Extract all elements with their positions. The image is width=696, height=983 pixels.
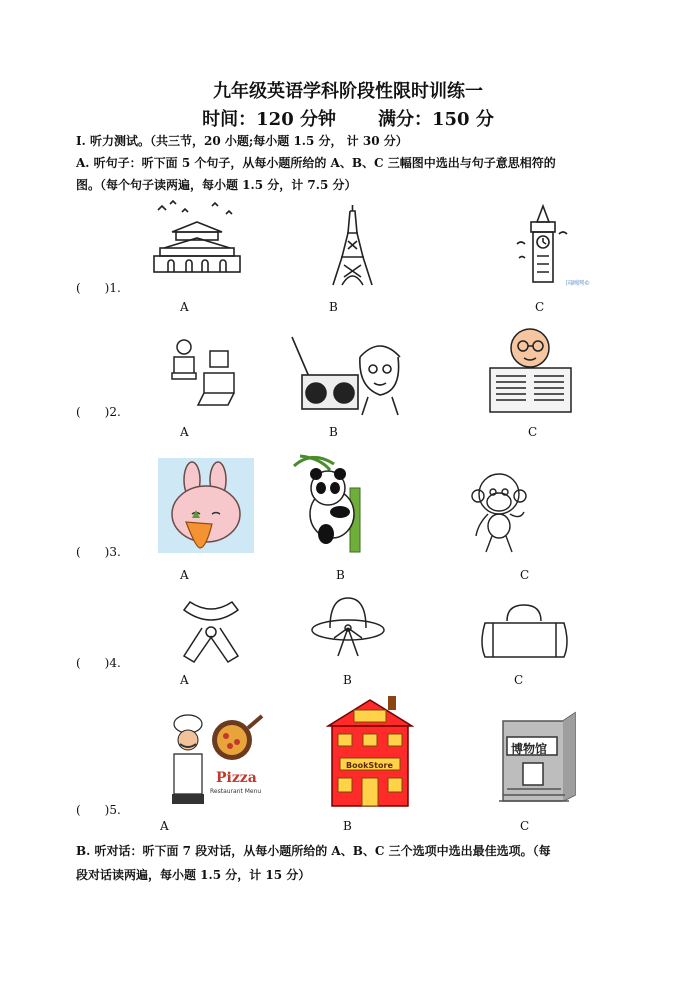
pizza-logo-text: Pizza [216, 770, 257, 786]
handbag-image [477, 603, 572, 661]
q1-option-b: B [329, 300, 338, 314]
panda-image [290, 452, 375, 555]
scarf-image [180, 598, 242, 664]
q3-option-c: C [520, 568, 530, 582]
q4-option-b: B [343, 673, 352, 687]
q3-option-a: A [180, 568, 189, 582]
q1-option-c: C [535, 300, 545, 314]
score-info: 满分：150 分 [378, 109, 494, 130]
tiananmen-image [150, 200, 245, 278]
watermark-text: 国画网© [566, 280, 591, 287]
monkey-image [470, 470, 532, 556]
q2-option-a: A [180, 425, 189, 439]
eiffel-tower-image [330, 203, 375, 287]
question-4-label: ( )4. [76, 656, 121, 670]
time-info: 时间：120 分钟 [202, 109, 336, 130]
section-heading: I. 听力测试。（共三节，20 小题;每小题 1.5 分， 计 30 分） [76, 134, 408, 148]
rabbit-image [158, 458, 254, 553]
bookstore-sign-text: BookStore [346, 761, 393, 770]
pizza-menu-text: Restaurant Menu [210, 788, 262, 795]
part-a-instructions-2: 图。（每个句子读两遍，每小题 1.5 分，计 7.5 分） [76, 178, 357, 192]
q5-option-a: A [160, 819, 169, 833]
exam-info [0, 105, 696, 131]
bookstore-image [326, 696, 414, 808]
part-b-instructions-2: 段对话读两遍，每小题 1.5 分，计 15 分） [76, 868, 311, 882]
q5-option-c: C [520, 819, 530, 833]
q4-option-a: A [180, 673, 189, 687]
question-1-label: ( )1. [76, 281, 121, 295]
q2-option-b: B [329, 425, 338, 439]
question-3-label: ( )3. [76, 545, 121, 559]
question-2-label: ( )2. [76, 405, 121, 419]
part-b-instructions-1: B. 听对话：听下面 7 段对话，从每小题所给的 A、B、C 三个选项中选出最佳选项。（每 [76, 844, 551, 858]
big-ben-image [513, 204, 608, 288]
q1-option-a: A [180, 300, 189, 314]
part-a-instructions-1: A. 听句子：听下面 5 个句子，从每小题所给的 A、B、C 三幅图中选出与句子意思相符的 [76, 156, 556, 170]
hat-image [308, 596, 388, 666]
museum-sign-text: 博物馆 [511, 742, 548, 756]
q4-option-c: C [514, 673, 524, 687]
question-5-label: ( )5. [76, 803, 121, 817]
computer-user-image [168, 335, 240, 410]
page-title: 九年级英语学科阶段性限时训练一 [213, 81, 483, 102]
newspaper-reader-image [488, 322, 573, 414]
q3-option-b: B [336, 568, 345, 582]
q5-option-b: B [343, 819, 352, 833]
q2-option-c: C [528, 425, 538, 439]
radio-listener-image [288, 335, 406, 418]
